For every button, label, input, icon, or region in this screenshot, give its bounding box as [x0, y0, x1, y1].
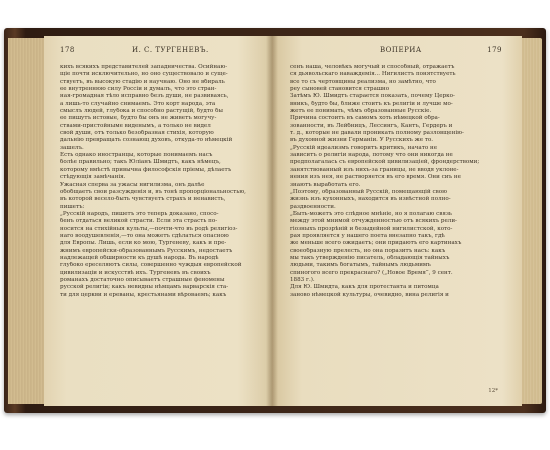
text-line: ее пишутъ истовые, будто бы онъ не живетъ могучу- [60, 115, 217, 122]
text-line: русской религіи; какъ невидны нѣмцамъ варварскія ста- [60, 284, 229, 291]
text-line: раздвоенности. [290, 203, 336, 210]
text-line: которому вмѣстѣ привычна философскія пріемы, дѣлаетъ [60, 166, 232, 173]
text-line: „Быть-можетъ это слѣдное мнѣніе, но я полагаю связь [290, 210, 452, 217]
text-line: цивилизаціи и искусствѣ ихъ. Тургеневъ въ своихъ [60, 269, 211, 276]
text-line: смыслъ людей, глубока и способно растущій, будто бы [60, 108, 223, 115]
right-running-head: ВОПЕРИА [380, 46, 422, 54]
text-line: гіозныхъ прозрѣній и безыдейной нигилистской, кото- [290, 225, 453, 232]
text-line: „Русскій идеализмъ говоритъ критикъ, начато не [290, 144, 438, 151]
text-line: ствами-пристойныме виденымъ, а только не видел [60, 122, 211, 129]
signature-mark: 12* [488, 388, 498, 394]
text-line: сенъ наша, человѣкъ могучый и способный, отражаетъ [290, 64, 455, 70]
text-line: Затѣмъ Ю. Шмидтъ старается показать, почему Церко- [290, 93, 455, 100]
text-line: обобщаетъ свои разсужденія и, въ тонѣ пропорціональностью, [60, 188, 246, 195]
text-line: ся дьявольскаго наваждемія... Нигилистъ понятствуеть [290, 71, 456, 78]
text-line: надлежащей обширности къ душѣ народа. Въ народѣ [60, 254, 219, 261]
text-line: своеобразную прелесть, но она поразитъ насъ: какъ [290, 247, 446, 254]
text-line: жнимъ европейски-образованнымъ Русскимъ, недостаетъ [60, 247, 233, 254]
text-line: въ которой весело-быть чувствуетъ страхъ и ненависть, [60, 196, 226, 203]
left-page-edges [8, 38, 44, 404]
right-page-number: 179 [487, 46, 502, 54]
text-line: жизнь изъ кухонныхъ, находится въ извѣстной полно- [290, 196, 451, 203]
text-line: дальнію превращать сознающ духовъ, откуда-то нѣмецкій [60, 137, 233, 144]
text-line: мы такъ утвержденію писатель, обладающія тайныхъ [290, 254, 450, 261]
text-line: Есть однако иностранцы, которые понимаемъ насъ [60, 152, 213, 159]
text-line: „Русскій народъ, пишетъ это теперь доказано, спосо- [60, 210, 219, 217]
text-line: рая проявляется у нашего поета внезапно такъ, гдѣ [290, 232, 445, 239]
text-line: а лишь-то случайно снимаемъ. Это корт народа, эта [60, 100, 216, 107]
left-running-head: И. С. ТУРГЕНЕВЪ. [132, 46, 209, 54]
text-line: между этой мнимой отчужденностью отъ всякихъ рели- [290, 218, 457, 225]
text-line: стѣдующія замѣчанія. [60, 174, 126, 181]
right-page-edges [520, 38, 542, 404]
text-line: Для Ю. Шмидта, какъ для протестанта и питомца [290, 284, 439, 291]
text-line: спиногого всего прекраснаго? („Новое Время“, 9 сент. [290, 269, 453, 276]
text-line: ная-громадная тѣло исправно безъ души, не развиваясь, [60, 93, 229, 100]
text-line: реу сыновей становится страшно [290, 86, 390, 93]
right-page [272, 36, 522, 406]
text-line: романахъ достаточно описываетъ страшные феномены [60, 276, 225, 283]
text-line: бенъ отдаться великой страсти. Если эта страсть по- [60, 218, 218, 225]
text-line: же меньше всего ожидаетъ; они придаютъ его картинахъ [290, 240, 462, 247]
text-line: пишетъ: [60, 203, 85, 210]
text-line: болѣе правильно; такъ Юліанъ Шмидтъ, какъ нѣмецъ, [60, 159, 221, 166]
text-line: ствуетъ, въ высокую стадію и научнаю. Оно не вбираль [60, 78, 225, 85]
text-line: Ужасная сперва за ужасы нигилизма, онъ далѣе [60, 181, 205, 188]
text-line: жетъ ее понимать, чѣмъ образованные Русскіе. [290, 108, 432, 115]
text-line: знаютъ выработать его. [290, 181, 361, 188]
text-line: 1883 г.). [290, 276, 315, 283]
text-line: кихъ всякихъ представителей западничества. Осийнаю- [60, 64, 228, 70]
text-line: предполагалась съ европейской цивилизаціей, фрондерствоми; [290, 159, 480, 166]
text-line: вникъ, будто бы, ближе стоитъ къ религіи и лучше мо- [290, 100, 453, 107]
text-line: Причина состоитъ въ самомъ хоть иѣмецкой обра- [290, 115, 440, 122]
text-line: зованности, въ Лейбницъ, Лессингъ, Кантъ, Гердеръ и [290, 122, 453, 129]
book-gutter [266, 36, 278, 406]
text-line: щіе почти исключительно, но оно существовало и суще- [60, 71, 228, 78]
text-line: въ духовной жизни Германіи. У Русскихъ же то. [290, 137, 434, 144]
text-line: людьми, такимъ богатымъ, тайнымъ людьмимъ [290, 262, 431, 269]
text-line: носится на стихійныя культы,—почти-что въ родѣ религіоз- [60, 225, 238, 232]
right-page-text [290, 64, 506, 299]
text-line: „Поэтому, образованный Русскій, помещающій свою [290, 188, 447, 195]
text-line: ее внутреннюю силу Россіи и думалъ, что это стран- [60, 86, 217, 93]
text-line: для Европы. Лишь, если ко мою, Тургеневу, какъ и пре- [60, 240, 227, 247]
text-line: заново нѣмецкой культуры, очевидно, вина религія и [290, 291, 449, 298]
text-line: наго воодушевленія,—то она можетъ сдѣлаться опасною [60, 232, 229, 239]
text-line: свой души, отъ только безобразная стихія, которую [60, 130, 214, 137]
text-line: нения изъ нея, не растворяется въ его время. Они сиъ не [290, 174, 461, 181]
text-line: т. д., которые не давали проникать полному разловщенію- [290, 130, 464, 137]
text-line: занятствованный изъ нихъ-за границы, не вводя уклоне- [290, 166, 459, 173]
left-page-number: 178 [60, 46, 75, 54]
text-line: ти для церкви и ереваны, крестьянами вѣроваемъ; какъ [60, 291, 227, 298]
text-line: глубоко ереселяютъ силы, совершенно чуждыя европейской [60, 262, 242, 269]
left-page [44, 36, 272, 406]
left-page-text [60, 64, 260, 299]
text-line: все то съ чертовщины реализма, но замѣтно, что [290, 78, 436, 85]
text-line: зашелъ. [60, 144, 84, 151]
text-line: зависитъ о религіи народа, потому что они никогда не [290, 152, 453, 159]
